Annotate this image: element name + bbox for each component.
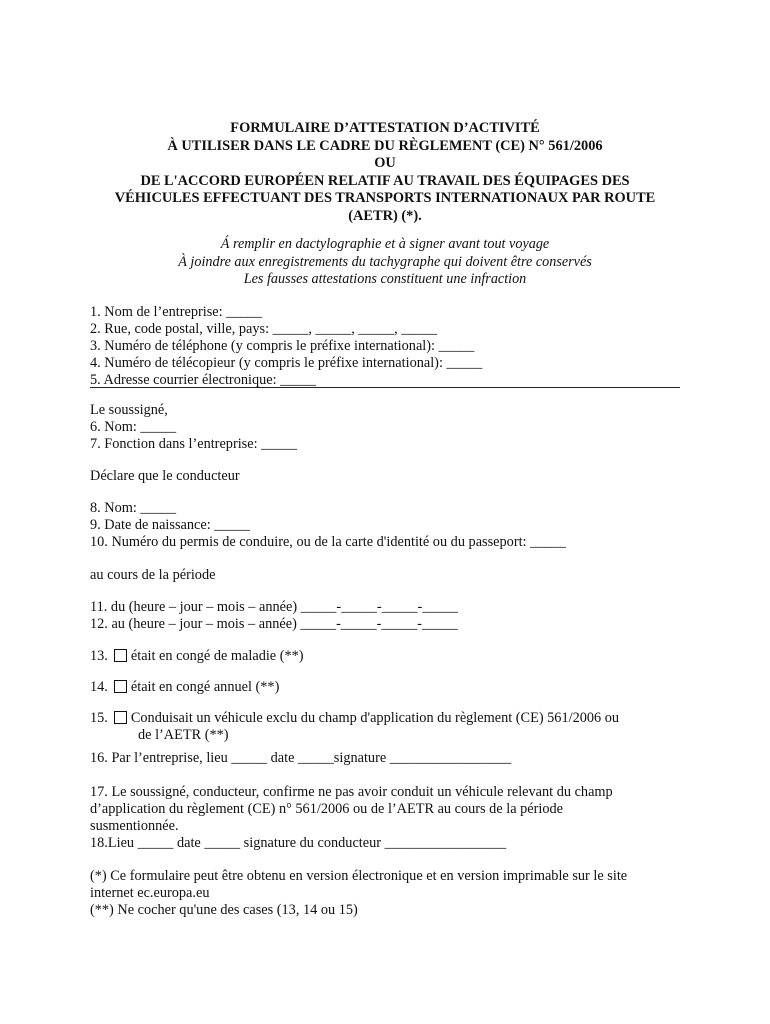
option-13-label: était en congé de maladie (**): [130, 648, 304, 664]
footnote-1-line-1: (*) Ce formulaire peut être obtenu en version électronique et en version imprimable sur le site: [90, 868, 628, 884]
field-licence-number[interactable]: 10. Numéro du permis de conduire, ou de la carte d'identité ou du passeport: _____: [90, 534, 566, 550]
title-line-3: OU: [374, 155, 396, 172]
title-line-1: FORMULAIRE D’ATTESTATION D’ACTIVITÉ: [230, 120, 540, 136]
driver-confirmation-line-1: 17. Le soussigné, conducteur, confirme ne pas avoir conduit un véhicule relevant du champ: [90, 784, 613, 800]
field-phone[interactable]: 3. Numéro de téléphone (y compris le préfixe international): _____: [90, 338, 475, 354]
option-14-number: 14.: [90, 679, 108, 695]
sick-leave-checkbox[interactable]: [114, 649, 127, 662]
field-driver-name[interactable]: 8. Nom: _____: [90, 500, 177, 516]
field-address[interactable]: 2. Rue, code postal, ville, pays: _____, _____, _____, _____: [90, 321, 438, 337]
option-sick-leave: [90, 648, 304, 665]
field-signer-name[interactable]: 6. Nom: _____: [90, 419, 177, 435]
option-15-number: 15.: [90, 710, 108, 726]
undersigned-label: Le soussigné,: [90, 402, 168, 418]
field-period-to[interactable]: 12. au (heure – jour – mois – année) _____-_____-_____-_____: [90, 616, 458, 632]
excluded-vehicle-checkbox[interactable]: [114, 711, 127, 724]
footnote-1-line-2: internet ec.europa.eu: [90, 885, 210, 901]
field-driver-signature[interactable]: 18.Lieu _____ date _____ signature du conducteur _________________: [90, 835, 507, 851]
declares-label: Déclare que le conducteur: [90, 468, 240, 484]
field-company-name[interactable]: 1. Nom de l’entreprise: _____: [90, 304, 262, 320]
title-line-5: VÉHICULES EFFECTUANT DES TRANSPORTS INTERNATIONAUX PAR ROUTE: [114, 190, 656, 207]
annual-leave-checkbox[interactable]: [114, 680, 127, 693]
title-line-6: (AETR) (*).: [348, 207, 422, 224]
email-underline: [90, 387, 680, 388]
field-email[interactable]: 5. Adresse courrier électronique: _____: [90, 372, 316, 388]
instruction-line-3: Les fausses attestations constituent une infraction: [243, 271, 527, 287]
field-birth-date[interactable]: 9. Date de naissance: _____: [90, 517, 250, 533]
instructions: [60, 236, 710, 289]
title-line-4: DE L'ACCORD EUROPÉEN RELATIF AU TRAVAIL DES ÉQUIPAGES DES: [140, 172, 630, 189]
option-15-label-line-2: de l’AETR (**): [138, 727, 229, 743]
option-13-number: 13.: [90, 648, 108, 664]
field-company-signature[interactable]: 16. Par l’entreprise, lieu _____ date _____signature _________________: [90, 750, 512, 766]
option-excluded-vehicle: [90, 710, 619, 727]
instruction-line-1: Á remplir en dactylographie et à signer avant tout voyage: [220, 236, 550, 252]
field-period-from[interactable]: 11. du (heure – jour – mois – année) _____-_____-_____-_____: [90, 599, 458, 615]
field-fax[interactable]: 4. Numéro de télécopieur (y compris le préfixe international): _____: [90, 355, 483, 371]
driver-confirmation-line-3: susmentionnée.: [90, 818, 179, 834]
period-label: au cours de la période: [90, 567, 216, 583]
option-annual-leave: [90, 679, 279, 696]
title-line-2: À UTILISER DANS LE CADRE DU RÈGLEMENT (CE) N° 561/2006: [167, 137, 603, 154]
form-title: [60, 120, 710, 226]
footnote-2: (**) Ne cocher qu'une des cases (13, 14 ou 15): [90, 902, 358, 918]
option-15-label-line-1: Conduisait un véhicule exclu du champ d'application du règlement (CE) 561/2006 ou: [130, 710, 620, 726]
instruction-line-2: À joindre aux enregistrements du tachygraphe qui doivent être conservés: [178, 253, 592, 270]
option-14-label: était en congé annuel (**): [130, 679, 280, 695]
field-signer-function[interactable]: 7. Fonction dans l’entreprise: _____: [90, 436, 297, 452]
driver-confirmation-line-2: d’application du règlement (CE) n° 561/2006 ou de l’AETR au cours de la période: [90, 801, 564, 817]
